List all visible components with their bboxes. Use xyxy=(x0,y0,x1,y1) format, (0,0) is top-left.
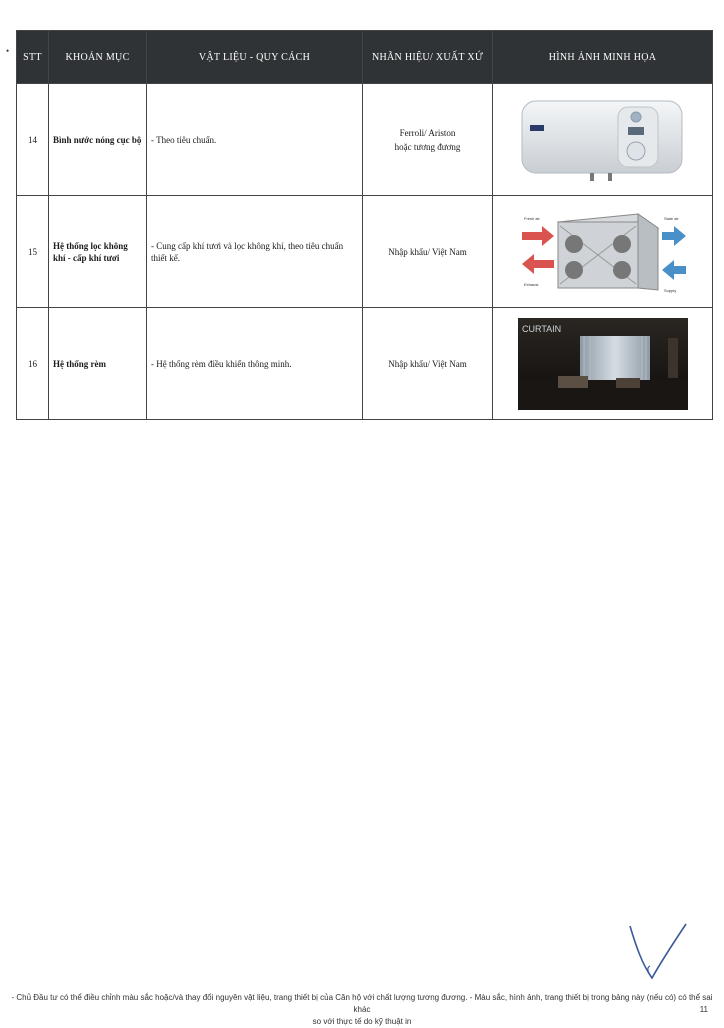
header-stt: STT xyxy=(17,31,49,84)
row-item: Bình nước nóng cục bộ xyxy=(49,84,147,196)
air-exchanger-diagram xyxy=(518,204,688,300)
row-spec: - Hệ thống rèm điều khiển thông minh. xyxy=(147,308,363,420)
row-image xyxy=(493,196,713,308)
signature-mark xyxy=(622,920,692,990)
water-heater-photo xyxy=(518,95,688,185)
table-row xyxy=(17,308,713,420)
footer-note-line-1: - Chủ Đầu tư có thể điều chỉnh màu sắc hoặc/và thay đổi nguyên vật liệu, trang thiết bị của Căn hộ với chất lượng tương đương. - Màu sắc, hình ảnh, trang thiết bị trong bảng này (nếu có) có thể sai khác xyxy=(11,993,713,1014)
row-spec: - Theo tiêu chuẩn. xyxy=(147,84,363,196)
svg-text:Stale air: Stale air xyxy=(663,215,679,221)
svg-text:Fresh air: Fresh air xyxy=(523,215,540,221)
brand-line-1: Ferroli/ Ariston xyxy=(399,127,456,138)
brand-line-1: Nhập khẩu/ Việt Nam xyxy=(388,358,467,369)
table-row xyxy=(17,196,713,308)
row-brand xyxy=(363,308,493,420)
footer-note-line-2: so với thực tế do kỹ thuật in xyxy=(312,1017,412,1026)
header-brand: NHÃN HIỆU/ XUẤT XỨ xyxy=(363,31,493,84)
brand-line-2: hoặc tương đương xyxy=(394,141,461,152)
row-stt: 16 xyxy=(17,308,49,420)
curtain-caption: CURTAIN xyxy=(521,323,561,334)
row-stt: 14 xyxy=(17,84,49,196)
brand-line-1: Nhập khẩu/ Việt Nam xyxy=(388,246,467,257)
page-number: 11 xyxy=(699,1005,708,1014)
row-brand xyxy=(363,84,493,196)
row-stt: 15 xyxy=(17,196,49,308)
header-image: HÌNH ẢNH MINH HỌA xyxy=(493,31,713,84)
row-image xyxy=(493,308,713,420)
spec-table xyxy=(16,30,713,420)
row-item: Hệ thống rèm xyxy=(49,308,147,420)
table-header-row xyxy=(17,31,713,84)
footer-note xyxy=(8,992,716,1028)
table-row xyxy=(17,84,713,196)
svg-text:Supply: Supply xyxy=(663,287,676,293)
row-image xyxy=(493,84,713,196)
row-brand xyxy=(363,196,493,308)
curtain-room-photo xyxy=(518,318,688,410)
header-spec: VẬT LIỆU - QUY CÁCH xyxy=(147,31,363,84)
bullet-mark: • xyxy=(6,46,10,56)
row-spec: - Cung cấp khí tươi và lọc không khí, theo tiêu chuẩn thiết kế. xyxy=(147,196,363,308)
svg-text:Exhaust: Exhaust xyxy=(523,281,538,287)
header-item: KHOẢN MỤC xyxy=(49,31,147,84)
row-item: Hệ thống lọc không khí - cấp khí tươi xyxy=(49,196,147,308)
